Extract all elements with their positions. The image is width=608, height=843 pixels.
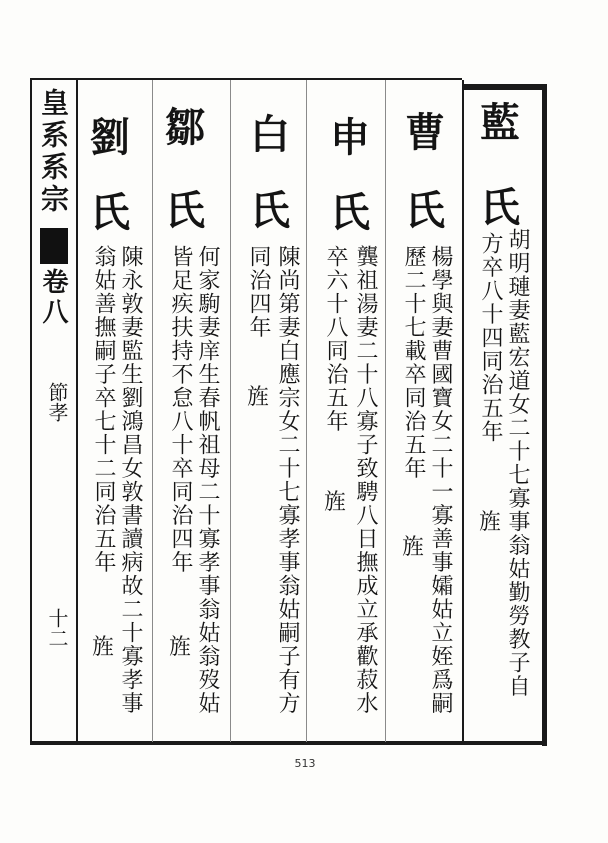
left-border xyxy=(30,78,32,744)
entry-text-line: 龔祖湯妻二十八寡子致騁八日撫成立承歡菽水 xyxy=(353,245,378,715)
entry-name-char: 氏 xyxy=(405,187,445,234)
entry-honor: 旌 xyxy=(323,490,346,515)
entry-name-char: 藍 xyxy=(480,99,520,146)
entry-text-line: 歷二十七載卒同治五年 xyxy=(401,245,426,480)
spine-divider xyxy=(76,78,78,744)
entry-text-line: 陳永敦妻監生劉鴻昌女敦書讀病故二十寡孝事 xyxy=(118,245,143,715)
top-border-right xyxy=(462,84,546,90)
column-divider xyxy=(306,80,307,742)
entry-text-line: 翁姑善撫嗣子卒七十二同治五年 xyxy=(91,245,116,574)
entry-text-line: 何家駒妻庠生春帆祖母二十寡孝事翁姑翁歿姑 xyxy=(195,245,220,715)
entry-honor: 旌 xyxy=(401,535,424,560)
bottom-border xyxy=(30,741,547,745)
spine-leaf: 十二 xyxy=(45,608,69,648)
entry-name-char: 白 xyxy=(250,111,290,158)
entry-honor: 旌 xyxy=(168,635,191,660)
entry-name-char: 氏 xyxy=(90,189,130,236)
entry-name-char: 氏 xyxy=(165,187,205,234)
entry-text-line: 皆足疾扶持不怠八十卒同治四年 xyxy=(168,245,193,574)
right-border xyxy=(542,84,547,746)
column-divider xyxy=(230,80,231,742)
entry-text-line: 同治四年 xyxy=(246,245,271,339)
ink-blot xyxy=(40,228,68,264)
entry-name-char: 劉 xyxy=(90,114,130,161)
entry-text-line: 方卒八十四同治五年 xyxy=(478,232,503,444)
entry-name-char: 申 xyxy=(330,114,370,161)
entry-text-line: 楊學與妻曹國寶女二十一寡善事孀姑立姪爲嗣 xyxy=(428,245,453,715)
entry-text-line: 卒六十八同治五年 xyxy=(323,245,348,433)
column-divider xyxy=(462,80,464,742)
top-border xyxy=(30,78,462,80)
entry-honor: 旌 xyxy=(246,385,269,410)
column-divider xyxy=(152,80,153,742)
entry-name-char: 氏 xyxy=(330,189,370,236)
entry-name-char: 鄒 xyxy=(165,104,205,151)
entry-honor: 旌 xyxy=(478,510,501,535)
spine-section: 節孝 xyxy=(45,382,69,422)
spine-volume: 卷八 xyxy=(38,268,68,328)
entry-text-line: 陳尚第妻白應宗女二十七寡孝事翁姑嗣子有方 xyxy=(275,245,300,715)
entry-name-char: 氏 xyxy=(250,187,290,234)
spine-title: 皇系系宗 xyxy=(37,88,70,216)
entry-name-char: 曹 xyxy=(405,109,445,156)
entry-name-char: 氏 xyxy=(480,184,520,231)
entry-text-line: 胡明璉妻藍宏道女二十七寡事翁姑勤勞教子自 xyxy=(505,228,530,698)
entry-honor: 旌 xyxy=(91,635,114,660)
page-number: 513 xyxy=(294,757,316,770)
column-divider xyxy=(385,80,386,742)
